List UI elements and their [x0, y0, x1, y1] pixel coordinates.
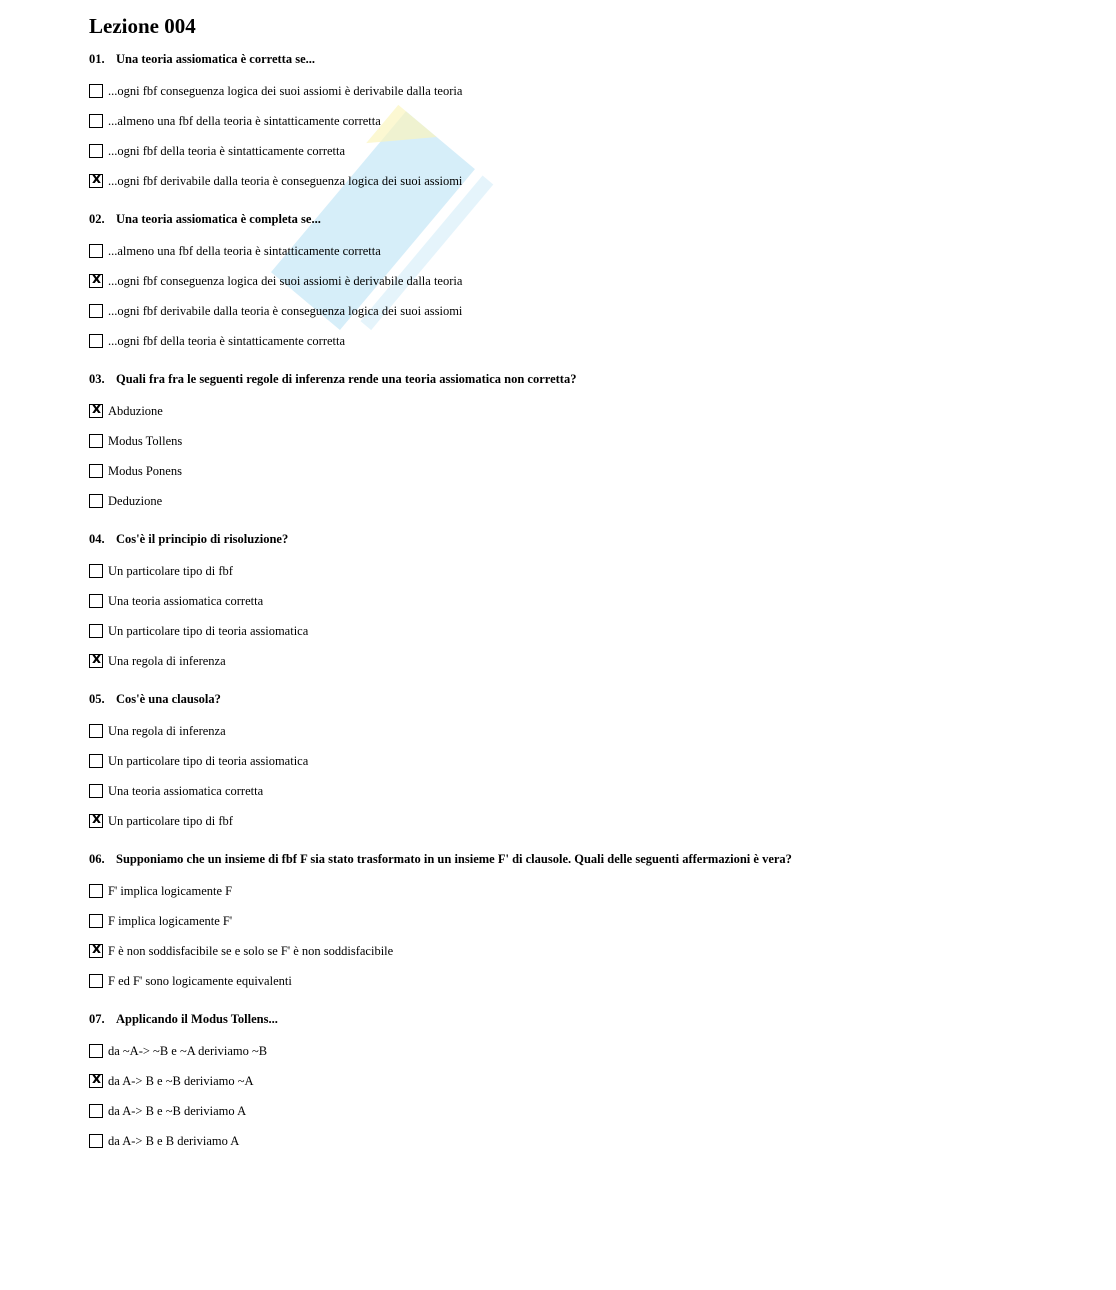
checkbox[interactable]: [89, 974, 103, 988]
checkbox[interactable]: [89, 144, 103, 158]
question-number: 06.: [89, 852, 105, 866]
answer-text: Un particolare tipo di fbf: [108, 813, 233, 828]
answer-text: Un particolare tipo di fbf: [108, 563, 233, 578]
document-page: [89, 12, 1089, 1170]
answer-text: F ed F' sono logicamente equivalenti: [108, 973, 292, 988]
question-heading: [89, 1010, 1089, 1028]
question-text: Cos'è una clausola?: [116, 692, 221, 706]
answer-option: [89, 746, 1089, 776]
question-text: Supponiamo che un insieme di fbf F sia stato trasformato in un insieme F' di clausole. Quali delle seguenti affermazioni è vera?: [116, 852, 792, 866]
question-number: 07.: [89, 1012, 105, 1026]
answer-option: [89, 236, 1089, 266]
answer-option: [89, 296, 1089, 326]
checkbox[interactable]: [89, 914, 103, 928]
checkbox[interactable]: [89, 84, 103, 98]
question-number: 03.: [89, 372, 105, 386]
answer-option: [89, 486, 1089, 516]
question-heading: [89, 690, 1089, 708]
answer-text: Deduzione: [108, 493, 163, 508]
question-heading: [89, 370, 1089, 388]
question-list: [89, 50, 1089, 1156]
answer-option: [89, 966, 1089, 996]
checked-checkbox[interactable]: [89, 174, 103, 188]
question-block: [89, 210, 1089, 356]
answer-option: [89, 586, 1089, 616]
answer-text: ...almeno una fbf della teoria è sintatticamente corretta: [108, 113, 381, 128]
checked-checkbox[interactable]: [89, 274, 103, 288]
checkbox[interactable]: [89, 334, 103, 348]
answer-option: [89, 76, 1089, 106]
question-number: 05.: [89, 692, 105, 706]
question-block: [89, 690, 1089, 836]
question-block: [89, 530, 1089, 676]
checkbox[interactable]: [89, 724, 103, 738]
answer-option: [89, 1036, 1089, 1066]
answer-option: [89, 426, 1089, 456]
checkbox[interactable]: [89, 1134, 103, 1148]
answer-option: [89, 166, 1089, 196]
question-number: 04.: [89, 532, 105, 546]
answer-text: F è non soddisfacibile se e solo se F' è non soddisfacibile: [108, 943, 394, 958]
checkbox[interactable]: [89, 594, 103, 608]
answer-option: [89, 456, 1089, 486]
answer-text: ...almeno una fbf della teoria è sintatticamente corretta: [108, 243, 381, 258]
answer-option: [89, 876, 1089, 906]
question-text: Quali fra fra le seguenti regole di inferenza rende una teoria assiomatica non corretta?: [116, 372, 577, 386]
question-number: 01.: [89, 52, 105, 66]
checkbox[interactable]: [89, 624, 103, 638]
question-heading: [89, 210, 1089, 228]
question-text: Una teoria assiomatica è completa se...: [116, 212, 321, 226]
answer-text: Una regola di inferenza: [108, 653, 226, 668]
answer-text: da A-> B e B deriviamo A: [108, 1133, 240, 1148]
answer-option: [89, 136, 1089, 166]
checkbox[interactable]: [89, 564, 103, 578]
checked-checkbox[interactable]: [89, 814, 103, 828]
answer-option: [89, 1096, 1089, 1126]
question-text: Applicando il Modus Tollens...: [116, 1012, 278, 1026]
answer-text: da A-> B e ~B deriviamo ~A: [108, 1073, 254, 1088]
question-heading: [89, 50, 1089, 68]
question-heading: [89, 850, 1089, 868]
answer-option: [89, 806, 1089, 836]
page-title: Lezione 004: [89, 14, 196, 38]
checkbox[interactable]: [89, 434, 103, 448]
answer-text: Una teoria assiomatica corretta: [108, 593, 264, 608]
checkbox[interactable]: [89, 784, 103, 798]
question-block: [89, 50, 1089, 196]
question-text: Una teoria assiomatica è corretta se...: [116, 52, 316, 66]
answer-text: F' implica logicamente F: [108, 883, 233, 898]
checked-checkbox[interactable]: [89, 654, 103, 668]
question-block: [89, 850, 1089, 996]
checked-checkbox[interactable]: [89, 944, 103, 958]
answer-text: da ~A-> ~B e ~A deriviamo ~B: [108, 1043, 268, 1058]
answer-text: Una teoria assiomatica corretta: [108, 783, 264, 798]
checkbox[interactable]: [89, 884, 103, 898]
checkbox[interactable]: [89, 114, 103, 128]
answer-option: [89, 106, 1089, 136]
answer-text: Un particolare tipo di teoria assiomatica: [108, 623, 309, 638]
checked-checkbox[interactable]: [89, 1074, 103, 1088]
answer-text: Modus Tollens: [108, 433, 183, 448]
answer-text: Un particolare tipo di teoria assiomatica: [108, 753, 309, 768]
answer-option: [89, 556, 1089, 586]
answer-text: ...ogni fbf derivabile dalla teoria è conseguenza logica dei suoi assiomi: [108, 173, 463, 188]
checkbox[interactable]: [89, 1044, 103, 1058]
checkbox[interactable]: [89, 304, 103, 318]
checkbox[interactable]: [89, 464, 103, 478]
answer-text: Modus Ponens: [108, 463, 182, 478]
answer-option: [89, 776, 1089, 806]
answer-option: [89, 936, 1089, 966]
answer-option: [89, 266, 1089, 296]
answer-text: ...ogni fbf della teoria è sintatticamente corretta: [108, 143, 346, 158]
question-heading: [89, 530, 1089, 548]
answer-option: [89, 1066, 1089, 1096]
answer-text: ...ogni fbf della teoria è sintatticamente corretta: [108, 333, 346, 348]
answer-option: [89, 1126, 1089, 1156]
question-block: [89, 370, 1089, 516]
answer-text: Una regola di inferenza: [108, 723, 226, 738]
question-block: [89, 1010, 1089, 1156]
answer-text: ...ogni fbf conseguenza logica dei suoi assiomi è derivabile dalla teoria: [108, 273, 463, 288]
checkbox[interactable]: [89, 494, 103, 508]
answer-text: da A-> B e ~B deriviamo A: [108, 1103, 247, 1118]
answer-option: [89, 646, 1089, 676]
answer-text: ...ogni fbf derivabile dalla teoria è conseguenza logica dei suoi assiomi: [108, 303, 463, 318]
answer-option: [89, 716, 1089, 746]
answer-text: F implica logicamente F': [108, 913, 233, 928]
answer-option: [89, 396, 1089, 426]
checked-checkbox[interactable]: [89, 404, 103, 418]
checkbox[interactable]: [89, 754, 103, 768]
checkbox[interactable]: [89, 244, 103, 258]
answer-option: [89, 616, 1089, 646]
answer-text: Abduzione: [108, 403, 163, 418]
checkbox[interactable]: [89, 1104, 103, 1118]
question-text: Cos'è il principio di risoluzione?: [116, 532, 289, 546]
answer-option: [89, 326, 1089, 356]
answer-option: [89, 906, 1089, 936]
answer-text: ...ogni fbf conseguenza logica dei suoi assiomi è derivabile dalla teoria: [108, 83, 463, 98]
question-number: 02.: [89, 212, 105, 226]
